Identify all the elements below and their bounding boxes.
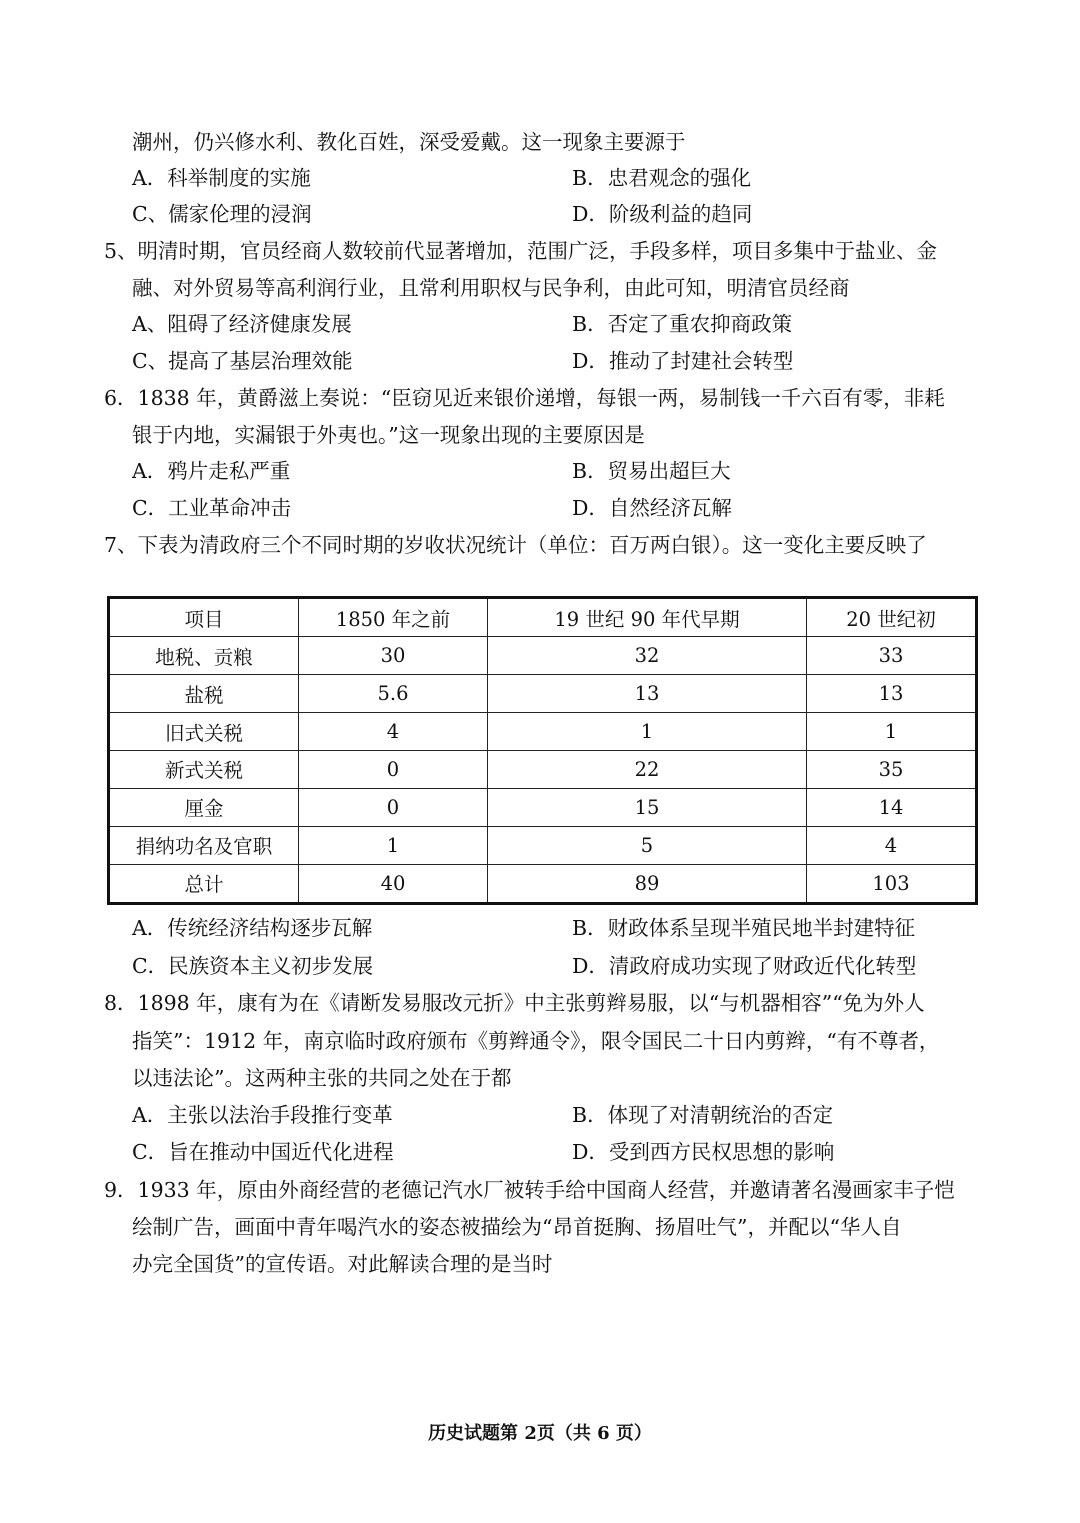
table-cell-item: 地税、贡粮 bbox=[109, 637, 299, 675]
revenue-table bbox=[107, 596, 978, 905]
table-header: 20 世纪初 bbox=[807, 598, 977, 637]
q6-option-d[interactable]: D．自然经济瓦解 bbox=[572, 496, 732, 520]
q6-stem-line1: 6．1838 年，黄爵滋上奏说：“臣窃见近来银价递增，每银一两，易制钱一千六百有零，非耗 bbox=[104, 386, 945, 410]
table-row-total bbox=[109, 864, 977, 903]
table-cell: 13 bbox=[488, 675, 807, 713]
q4-option-a[interactable]: A．科举制度的实施 bbox=[132, 166, 311, 190]
table-cell: 103 bbox=[807, 864, 977, 903]
q4-stem-continuation: 潮州，仍兴修水利、教化百姓，深受爱戴。这一现象主要源于 bbox=[132, 130, 686, 154]
table-cell: 40 bbox=[299, 864, 488, 903]
table-cell-item: 总计 bbox=[109, 864, 299, 903]
table-cell: 15 bbox=[488, 788, 807, 826]
table-cell: 30 bbox=[299, 637, 488, 675]
q6-stem-line2: 银于内地，实漏银于外夷也。”这一现象出现的主要原因是 bbox=[132, 423, 645, 447]
q8-stem-line1: 8．1898 年，康有为在《请断发易服改元折》中主张剪辫易服，以“与机器相容”“免为外人 bbox=[104, 991, 925, 1015]
q9-stem-line1: 9．1933 年，原由外商经营的老德记汽水厂被转手给中国商人经营，并邀请著名漫画家丰子恺 bbox=[104, 1178, 955, 1202]
q8-option-d[interactable]: D．受到西方民权思想的影响 bbox=[572, 1140, 835, 1164]
table-cell: 13 bbox=[807, 675, 977, 713]
q7-option-c[interactable]: C．民族资本主义初步发展 bbox=[132, 954, 374, 978]
table-row bbox=[109, 713, 977, 751]
q5-stem-line1: 5、明清时期，官员经商人数较前代显著增加，范围广泛，手段多样，项目多集中于盐业、金 bbox=[104, 239, 938, 263]
q4-option-b[interactable]: B．忠君观念的强化 bbox=[572, 166, 752, 190]
table-cell: 1 bbox=[807, 713, 977, 751]
q9-stem-line3: 办完全国货”的宣传语。对此解读合理的是当时 bbox=[132, 1252, 553, 1276]
table-cell: 14 bbox=[807, 788, 977, 826]
table-row bbox=[109, 826, 977, 864]
page-footer: 历史试题第 2页（共 6 页） bbox=[428, 1423, 652, 1444]
table-row bbox=[109, 637, 977, 675]
table-cell: 4 bbox=[807, 826, 977, 864]
table-cell: 1 bbox=[488, 713, 807, 751]
table-cell: 33 bbox=[807, 637, 977, 675]
q7-stem-line1: 7、下表为清政府三个不同时期的岁收状况统计（单位：百万两白银）。这一变化主要反映了 bbox=[104, 533, 927, 557]
q4-option-c[interactable]: C、儒家伦理的浸润 bbox=[132, 202, 312, 226]
table-cell: 5.6 bbox=[299, 675, 488, 713]
q8-option-a[interactable]: A．主张以法治手段推行变革 bbox=[132, 1103, 393, 1127]
table-header: 1850 年之前 bbox=[299, 598, 488, 637]
q8-stem-line2: 指笑”：1912 年，南京临时政府颁布《剪辫通令》，限令国民二十日内剪辫，“有不尊者， bbox=[132, 1029, 940, 1053]
table-row bbox=[109, 675, 977, 713]
table-cell: 0 bbox=[299, 750, 488, 788]
q7-option-a[interactable]: A．传统经济结构逐步瓦解 bbox=[132, 916, 373, 940]
table-header-row bbox=[109, 598, 977, 637]
table-cell: 35 bbox=[807, 750, 977, 788]
table-cell-item: 新式关税 bbox=[109, 750, 299, 788]
q5-option-b[interactable]: B．否定了重农抑商政策 bbox=[572, 312, 793, 336]
q8-option-c[interactable]: C．旨在推动中国近代化进程 bbox=[132, 1140, 394, 1164]
table-header: 项目 bbox=[109, 598, 299, 637]
table-cell-item: 厘金 bbox=[109, 788, 299, 826]
q5-stem-line2: 融、对外贸易等高利润行业，且常利用职权与民争利，由此可知，明清官员经商 bbox=[132, 276, 850, 300]
table-cell: 1 bbox=[299, 826, 488, 864]
table-row bbox=[109, 750, 977, 788]
q7-option-d[interactable]: D．清政府成功实现了财政近代化转型 bbox=[572, 954, 917, 978]
q6-option-a[interactable]: A．鸦片走私严重 bbox=[132, 459, 291, 483]
q8-stem-line3: 以违法论”。这两种主张的共同之处在于都 bbox=[132, 1066, 512, 1090]
q9-stem-line2: 绘制广告，画面中青年喝汽水的姿态被描绘为“昂首挺胸、扬眉吐气”，并配以“华人自 bbox=[132, 1215, 902, 1239]
table-cell-item: 捐纳功名及官职 bbox=[109, 826, 299, 864]
table-cell: 22 bbox=[488, 750, 807, 788]
q8-option-b[interactable]: B．体现了对清朝统治的否定 bbox=[572, 1103, 834, 1127]
table-cell: 4 bbox=[299, 713, 488, 751]
table-cell: 32 bbox=[488, 637, 807, 675]
table-cell-item: 盐税 bbox=[109, 675, 299, 713]
table-cell: 5 bbox=[488, 826, 807, 864]
q5-option-a[interactable]: A、阻碍了经济健康发展 bbox=[132, 312, 352, 336]
q7-option-b[interactable]: B．财政体系呈现半殖民地半封建特征 bbox=[572, 916, 916, 940]
q6-option-c[interactable]: C．工业革命冲击 bbox=[132, 496, 292, 520]
table-cell: 89 bbox=[488, 864, 807, 903]
table-cell: 0 bbox=[299, 788, 488, 826]
table-cell-item: 旧式关税 bbox=[109, 713, 299, 751]
q5-option-d[interactable]: D．推动了封建社会转型 bbox=[572, 349, 794, 373]
q6-option-b[interactable]: B．贸易出超巨大 bbox=[572, 459, 731, 483]
table-header: 19 世纪 90 年代早期 bbox=[488, 598, 807, 637]
q4-option-d[interactable]: D．阶级利益的趋同 bbox=[572, 202, 753, 226]
table-row bbox=[109, 788, 977, 826]
q5-option-c[interactable]: C、提高了基层治理效能 bbox=[132, 349, 353, 373]
